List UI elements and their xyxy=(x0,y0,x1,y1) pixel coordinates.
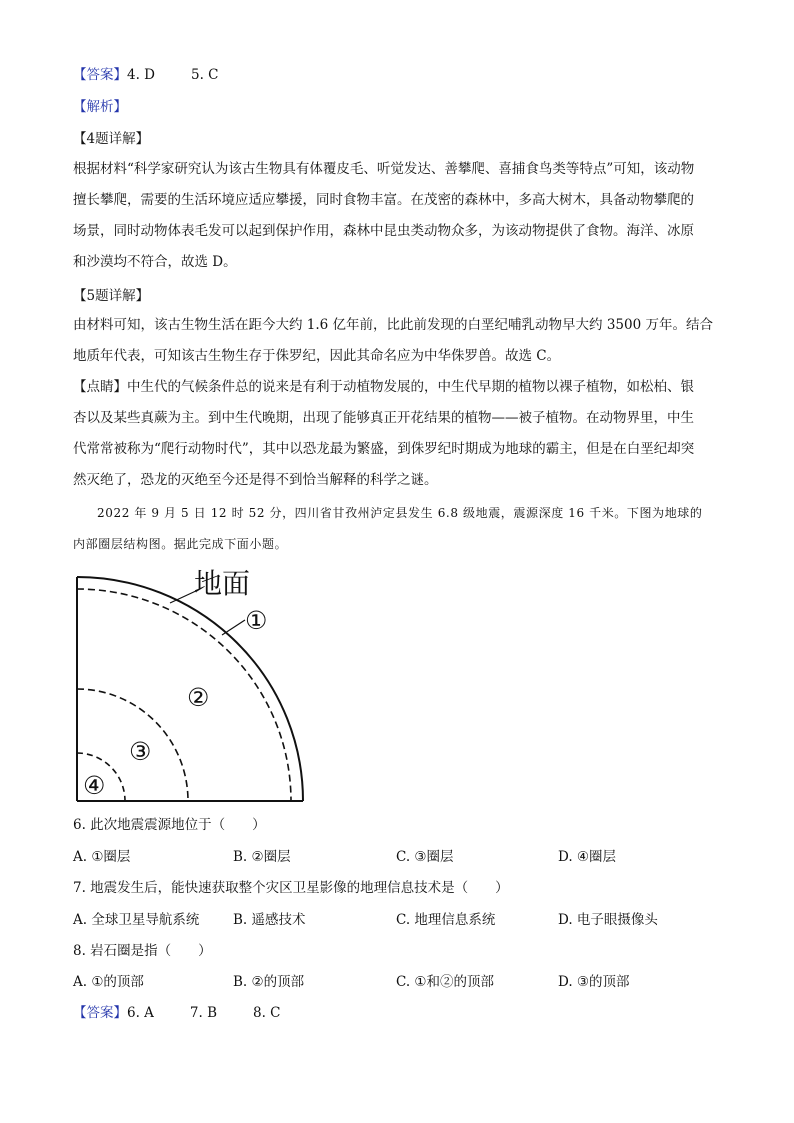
point-line: 代常常被称为“爬行动物时代”，其中以恐龙最为繁盛，到侏罗纪时期成为地球的霸主，但是在白垩纪却突 xyxy=(73,441,695,457)
q8-option-d: D. ③的顶部 xyxy=(558,974,630,990)
q5-detail-tag: 【5题详解】 xyxy=(73,288,150,304)
analysis-tag: 【解析】 xyxy=(73,99,127,115)
q4-line: 擅长攀爬，需要的生活环境应适应攀援，同时食物丰富。在茂密的森林中，多高大树木，具备动物攀爬的 xyxy=(73,192,694,208)
answer-6: 6. A xyxy=(127,1005,154,1021)
question-intro xyxy=(73,498,733,560)
answer-tag: 【答案】 xyxy=(73,1005,127,1021)
answer-8: 8. C xyxy=(253,1005,281,1021)
q4-line: 和沙漠均不符合，故选 D。 xyxy=(73,254,237,270)
q6-option-d: D. ④圈层 xyxy=(558,849,617,865)
q5-line: 由材料可知，该古生物生活在距今大约 1.6 亿年前，比此前发现的白垩纪哺乳动物早大约 3500 万年。结合 xyxy=(73,317,713,333)
answer-7: 7. B xyxy=(189,1005,218,1021)
point-tag: 【点睛】 xyxy=(73,379,127,395)
question-8-stem: 8. 岩石圈是指（ ） xyxy=(73,943,212,959)
q5-line: 地质年代表，可知该古生物生存于侏罗纪，因此其命名应为中华侏罗兽。故选 C。 xyxy=(73,348,561,364)
layer-2-label: ② xyxy=(187,683,210,712)
question-7-stem: 7. 地震发生后，能快速获取整个灾区卫星影像的地理信息技术是（ ） xyxy=(73,880,509,896)
layer-4-label: ④ xyxy=(83,771,106,800)
point-line: 中生代的气候条件总的说来是有利于动植物发展的，中生代早期的植物以裸子植物，如松柏、银 xyxy=(127,379,694,395)
point-line: 杏以及某些真蕨为主。到中生代晚期，出现了能够真正开花结果的植物——被子植物。在动物界里，中生 xyxy=(73,410,694,426)
intro-line: 内部圈层结构图。据此完成下面小题。 xyxy=(73,537,288,551)
point-line: 然灭绝了，恐龙的灭绝至今还是得不到恰当解释的科学之谜。 xyxy=(73,472,438,488)
q8-option-b: B. ②的顶部 xyxy=(233,974,305,990)
q7-option-b: B. 遥感技术 xyxy=(233,912,306,928)
q8-option-c: C. ①和②的顶部 xyxy=(396,974,495,990)
q6-option-c: C. ③圈层 xyxy=(396,849,454,865)
answer-4: 4. D xyxy=(127,67,155,83)
surface-label: 地面 xyxy=(194,568,251,599)
layer1-pointer-line xyxy=(222,620,245,635)
q7-option-d: D. 电子眼摄像头 xyxy=(558,912,658,928)
q7-option-a: A. 全球卫星导航系统 xyxy=(73,912,200,928)
q4-line: 根据材料“科学家研究认为该古生物具有体覆皮毛、听觉发达、善攀爬、喜捕食鸟类等特点”可知，该动物 xyxy=(73,161,695,177)
q8-option-a: A. ①的顶部 xyxy=(73,974,144,990)
earth-layers-diagram xyxy=(70,560,320,810)
q4-line: 场景，同时动物体表毛发可以起到保护作用，森林中昆虫类动物众多，为该动物提供了食物。海洋、冰原 xyxy=(73,223,694,239)
intro-line: 2022 年 9 月 5 日 12 时 52 分，四川省甘孜州泸定县发生 6.8 级地震，震源深度 16 千米。下图为地球的 xyxy=(97,506,703,520)
q7-option-c: C. 地理信息系统 xyxy=(396,912,496,928)
point-section xyxy=(73,372,725,496)
answer-5: 5. C xyxy=(191,67,219,83)
answer-line-1 xyxy=(73,66,219,84)
answer-line-2 xyxy=(73,1004,281,1022)
question-6-stem: 6. 此次地震震源地位于（ ） xyxy=(73,817,266,833)
q4-detail-tag: 【4题详解】 xyxy=(73,131,150,147)
answer-tag: 【答案】 xyxy=(73,67,127,83)
q6-option-a: A. ①圈层 xyxy=(73,849,131,865)
layer-1-label: ① xyxy=(245,606,268,635)
layer-3-label: ③ xyxy=(129,737,152,766)
q6-option-b: B. ②圈层 xyxy=(233,849,291,865)
q4-explanation xyxy=(73,154,725,278)
q5-explanation xyxy=(73,310,725,372)
